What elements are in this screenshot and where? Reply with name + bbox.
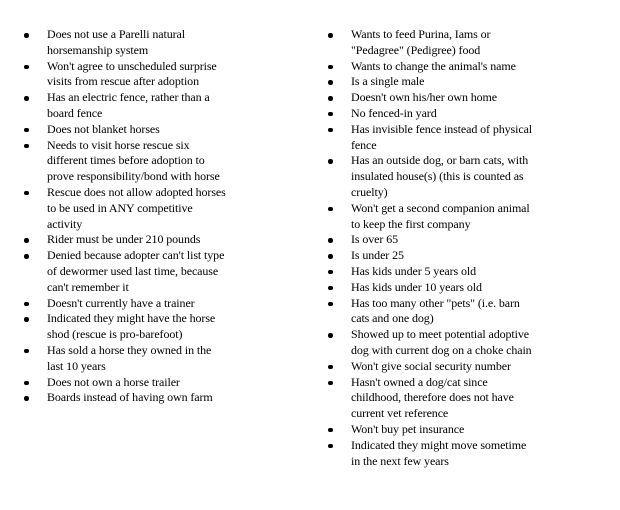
list-item	[328, 359, 560, 375]
list-item	[328, 327, 560, 359]
list-item-text: Indicated they might have the horse shod (rescue is pro-barefoot)	[47, 311, 216, 342]
bullet-icon	[24, 396, 29, 401]
bullet-icon	[328, 33, 333, 38]
list-item-text: Doesn't currently have a trainer	[47, 295, 195, 310]
list-item	[328, 27, 560, 59]
list-item-text: Rider must be under 210 pounds	[47, 232, 201, 247]
bullet-icon	[328, 428, 333, 433]
list-item	[328, 248, 560, 264]
list-item-text: Has invisible fence instead of physical fence	[351, 121, 533, 152]
bullet-icon	[328, 80, 333, 85]
list-item	[328, 438, 560, 470]
list-item	[24, 296, 244, 312]
list-item	[24, 185, 244, 232]
bullet-icon	[24, 191, 29, 196]
list-item	[24, 248, 244, 295]
list-item	[24, 90, 244, 122]
list-item-text: Won't get a second companion animal to keep the first company	[351, 200, 530, 231]
list-item-text: Has an electric fence, rather than a board fence	[47, 90, 210, 120]
bullet-icon	[328, 381, 333, 386]
bullet-icon	[24, 144, 29, 149]
list-item-text: Indicated they might move sometime in the next few years	[351, 437, 527, 468]
list-item-text: Won't buy pet insurance	[351, 421, 465, 436]
bullet-icon	[328, 207, 333, 212]
bullet-icon	[328, 333, 333, 338]
bullet-icon	[328, 302, 333, 307]
list-item-text: Hasn't owned a dog/cat since childhood, therefore does not have current vet reference	[351, 374, 514, 421]
bullet-icon	[328, 286, 333, 291]
list-item	[328, 74, 560, 90]
list-item-text: Does not blanket horses	[47, 121, 160, 136]
list-item	[24, 232, 244, 248]
bullet-icon	[328, 96, 333, 101]
list-item-text: Doesn't own his/her own home	[351, 90, 498, 105]
list-item	[328, 375, 560, 422]
list-item	[328, 201, 560, 233]
list-item	[328, 122, 560, 154]
list-item-text: No fenced-in yard	[351, 105, 437, 120]
list-item	[328, 90, 560, 106]
list-item-text: Wants to feed Purina, Iams or "Pedagree" (Pedigree) food	[351, 27, 491, 57]
bullet-icon	[24, 302, 29, 307]
bullet-icon	[24, 96, 29, 101]
list-item	[328, 232, 560, 248]
list-item-text: Has kids under 5 years old	[351, 263, 477, 278]
list-item	[328, 422, 560, 438]
list-item	[24, 375, 244, 391]
bullet-icon	[24, 349, 29, 354]
list-item	[24, 311, 244, 343]
bullet-icon	[328, 238, 333, 243]
bullet-icon	[328, 444, 333, 449]
list-item-text: Denied because adopter can't list type of dewormer used last time, because can't remember it	[47, 248, 225, 294]
right-bullet-list	[328, 27, 560, 469]
list-item	[328, 153, 560, 200]
list-item	[328, 280, 560, 296]
bullet-icon	[24, 381, 29, 386]
bullet-icon	[24, 128, 29, 133]
list-item-text: Showed up to meet potential adoptive dog with current dog on a choke chain	[351, 327, 532, 357]
list-item-text: Is a single male	[351, 74, 425, 89]
bullet-icon	[24, 254, 29, 259]
bullet-icon	[24, 317, 29, 322]
list-item	[24, 122, 244, 138]
left-bullet-list	[24, 27, 244, 406]
list-item-text: Does not own a horse trailer	[47, 374, 180, 389]
list-item	[24, 390, 244, 406]
list-item	[328, 264, 560, 280]
bullet-icon	[328, 270, 333, 275]
list-item-text: Needs to visit horse rescue six different times before adoption to prove responsibility/bond with horse	[47, 137, 220, 184]
list-item-text: Has kids under 10 years old	[351, 279, 482, 294]
list-item-text: Rescue does not allow adopted horses to be used in ANY competitive activity	[47, 184, 226, 231]
bullet-icon	[328, 128, 333, 133]
list-item	[328, 296, 560, 328]
list-item-text: Is under 25	[351, 248, 404, 263]
bullet-icon	[328, 365, 333, 370]
list-item-text: Boards instead of having own farm	[47, 390, 213, 405]
list-item	[328, 106, 560, 122]
list-item-text: Has too many other "pets" (i.e. barn cats and one dog)	[351, 295, 520, 326]
list-item-text: Won't give social security number	[351, 358, 511, 373]
bullet-icon	[328, 254, 333, 259]
list-item	[24, 59, 244, 91]
list-item-text: Won't agree to unscheduled surprise visits from rescue after adoption	[47, 58, 217, 89]
bullet-icon	[328, 112, 333, 117]
bullet-icon	[24, 238, 29, 243]
list-item-text: Has an outside dog, or barn cats, with insulated house(s) (this is counted as cruelty)	[351, 153, 529, 199]
list-item	[328, 59, 560, 75]
bullet-icon	[328, 65, 333, 70]
list-item-text: Has sold a horse they owned in the last 10 years	[47, 342, 212, 373]
bullet-icon	[24, 33, 29, 38]
list-item-text: Wants to change the animal's name	[351, 58, 516, 73]
list-item	[24, 138, 244, 185]
list-item-text: Does not use a Parelli natural horsemanship system	[47, 27, 185, 57]
list-item	[24, 27, 244, 59]
list-item	[24, 343, 244, 375]
bullet-icon	[24, 65, 29, 70]
bullet-icon	[328, 159, 333, 164]
list-item-text: Is over 65	[351, 232, 398, 247]
